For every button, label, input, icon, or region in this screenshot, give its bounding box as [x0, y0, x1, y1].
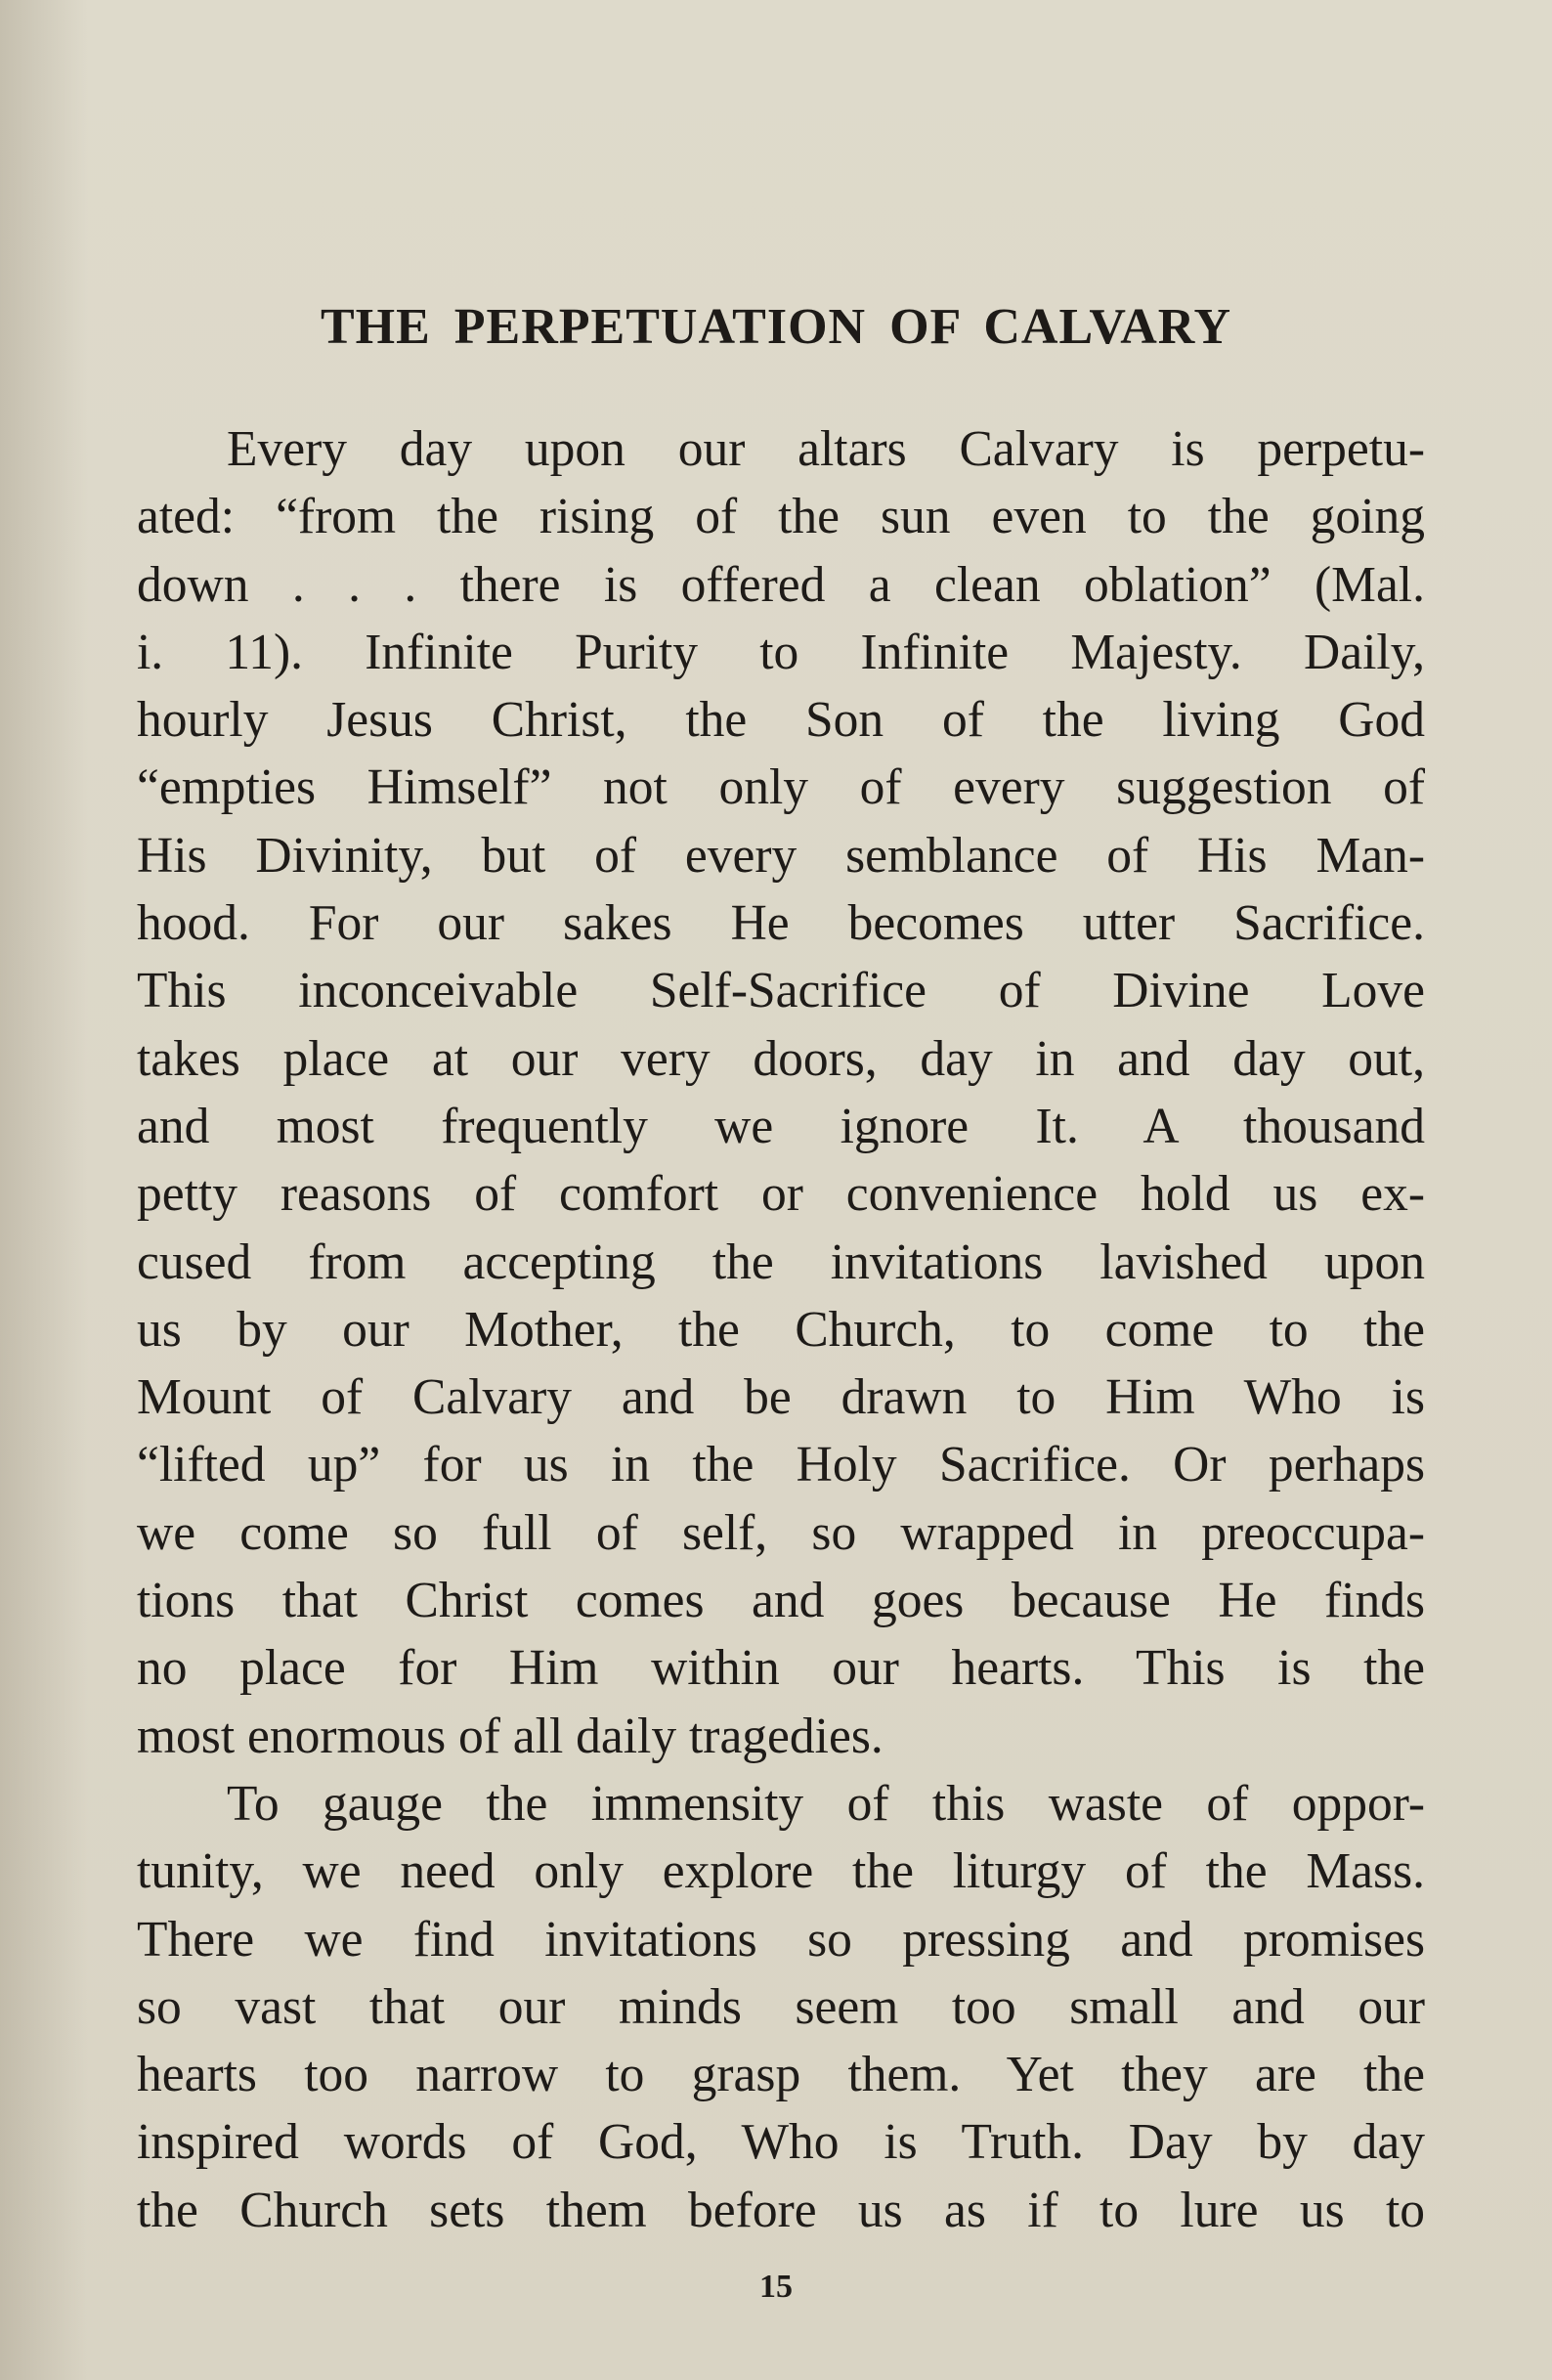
text-line: cused from accepting the invitations lavished upon — [137, 1233, 1425, 1290]
text-line: inspired words of God, Who is Truth. Day by day — [137, 2114, 1425, 2171]
text-line: us by our Mother, the Church, to come to the — [137, 1301, 1425, 1358]
text-line: There we find invitations so pressing and promises — [137, 1911, 1425, 1968]
text-line: “empties Himself” not only of every suggestion of — [137, 759, 1425, 816]
text-line: hourly Jesus Christ, the Son of the living God — [137, 692, 1425, 749]
paragraph-2 — [137, 1770, 1425, 2244]
text-line: Every day upon our altars Calvary is perpetu- — [227, 421, 1425, 477]
text-line: “lifted up” for us in the Holy Sacrifice. Or perhaps — [137, 1437, 1425, 1493]
text-line: To gauge the immensity of this waste of oppor- — [227, 1775, 1425, 1832]
text-line: no place for Him within our hearts. This is the — [137, 1640, 1425, 1697]
text-line: ated: “from the rising of the sun even to the going — [137, 489, 1425, 545]
text-line: petty reasons of comfort or convenience hold us ex- — [137, 1166, 1425, 1223]
text-line: down . . . there is offered a clean oblation” (Mal. — [137, 556, 1425, 613]
text-line: takes place at our very doors, day in and day out, — [137, 1030, 1425, 1087]
page-number: 15 — [759, 2269, 793, 2305]
text-line: His Divinity, but of every semblance of His Man- — [137, 827, 1425, 884]
body-text — [137, 415, 1425, 2244]
paragraph-1 — [137, 415, 1425, 1770]
text-line: This inconceivable Self-Sacrifice of Divine Love — [137, 963, 1425, 1019]
text-line: and most frequently we ignore It. A thousand — [137, 1098, 1425, 1154]
text-line: tunity, we need only explore the liturgy of the Mass. — [137, 1843, 1425, 1900]
text-line: so vast that our minds seem too small and our — [137, 1978, 1425, 2035]
text-line: we come so full of self, so wrapped in preoccupa- — [137, 1504, 1425, 1561]
chapter-title: THE PERPETUATION OF CALVARY — [320, 299, 1232, 355]
text-line: i. 11). Infinite Purity to Infinite Majesty. Daily, — [137, 624, 1425, 680]
text-line: most enormous of all daily tragedies. — [137, 1708, 884, 1764]
text-line: hood. For our sakes He becomes utter Sacrifice. — [137, 895, 1425, 952]
text-line: hearts too narrow to grasp them. Yet they are the — [137, 2047, 1425, 2103]
text-line: Mount of Calvary and be drawn to Him Who is — [137, 1369, 1425, 1426]
text-line: tions that Christ comes and goes because He finds — [137, 1573, 1425, 1629]
text-line: the Church sets them before us as if to lure us to — [137, 2182, 1425, 2238]
